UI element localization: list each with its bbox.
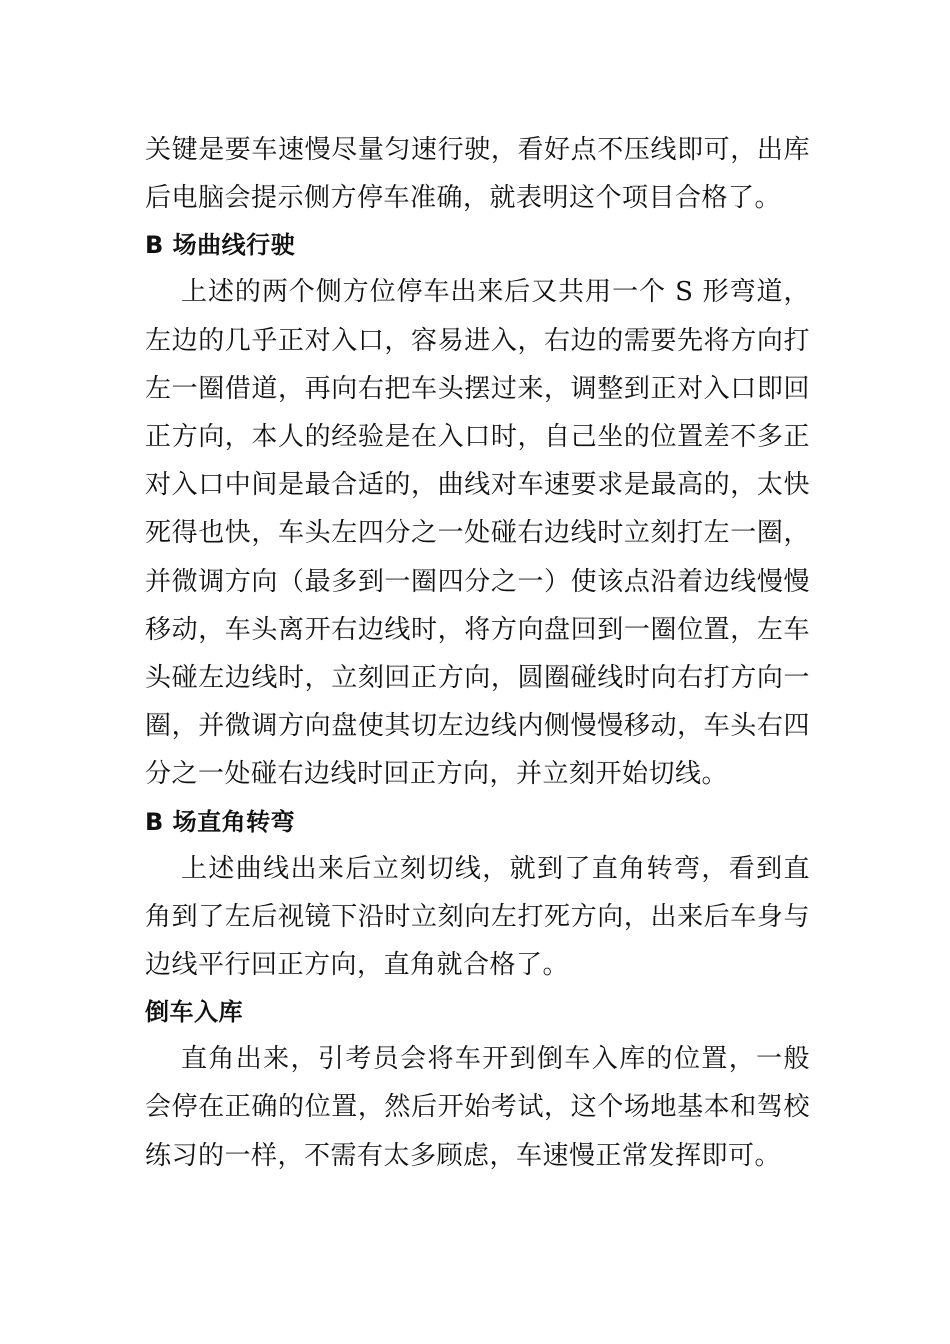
paragraph-curve-driving: 上述的两个侧方位停车出来后又共用一个 S 形弯道，左边的几乎正对入口，容易进入，右边的需要先将方向打左一圈借道，再向右把车头摆过来，调整到正对入口即回正方向，本人的经验是在入口时，自己坐的位置差不多正对入口中间是最合适的，曲线对车速要求是最高的，太快死得也快，车头左四分之一处碰右边线时立刻打左一圈，并微调方向（最多到一圈四分之一）使该点沿着边线慢慢移动，车头离开右边线时，将方向盘回到一圈位置，左车头碰左边线时，立刻回正方向，圆圈碰线时向右打方向一圈，并微调方向盘使其切左边线内侧慢慢移动，车头右四分之一处碰右边线时回正方向，并立刻开始切线。 [145, 277, 810, 790]
heading-right-angle-turn: B 场直角转弯 [145, 807, 296, 836]
heading-curve-driving: B 场曲线行驶 [145, 231, 296, 260]
paragraph-side-parking-conclusion: 关键是要车速慢尽量匀速行驶，看好点不压线即可，出库后电脑会提示侧方停车准确，就表明这个项目合格了。 [145, 135, 810, 214]
paragraph-reverse-parking: 直角出来，引考员会将车开到倒车入库的位置，一般会停在正确的位置，然后开始考试，这个场地基本和驾校练习的一样，不需有太多顾虑，车速慢正常发挥即可。 [145, 1044, 810, 1171]
document-body [145, 126, 810, 1180]
paragraph-right-angle-turn: 上述曲线出来后立刻切线，就到了直角转弯，看到直角到了左后视镜下沿时立刻向左打死方向，出来后车身与边线平行回正方向，直角就合格了。 [145, 853, 810, 981]
heading-reverse-parking: 倒车入库 [145, 998, 243, 1027]
